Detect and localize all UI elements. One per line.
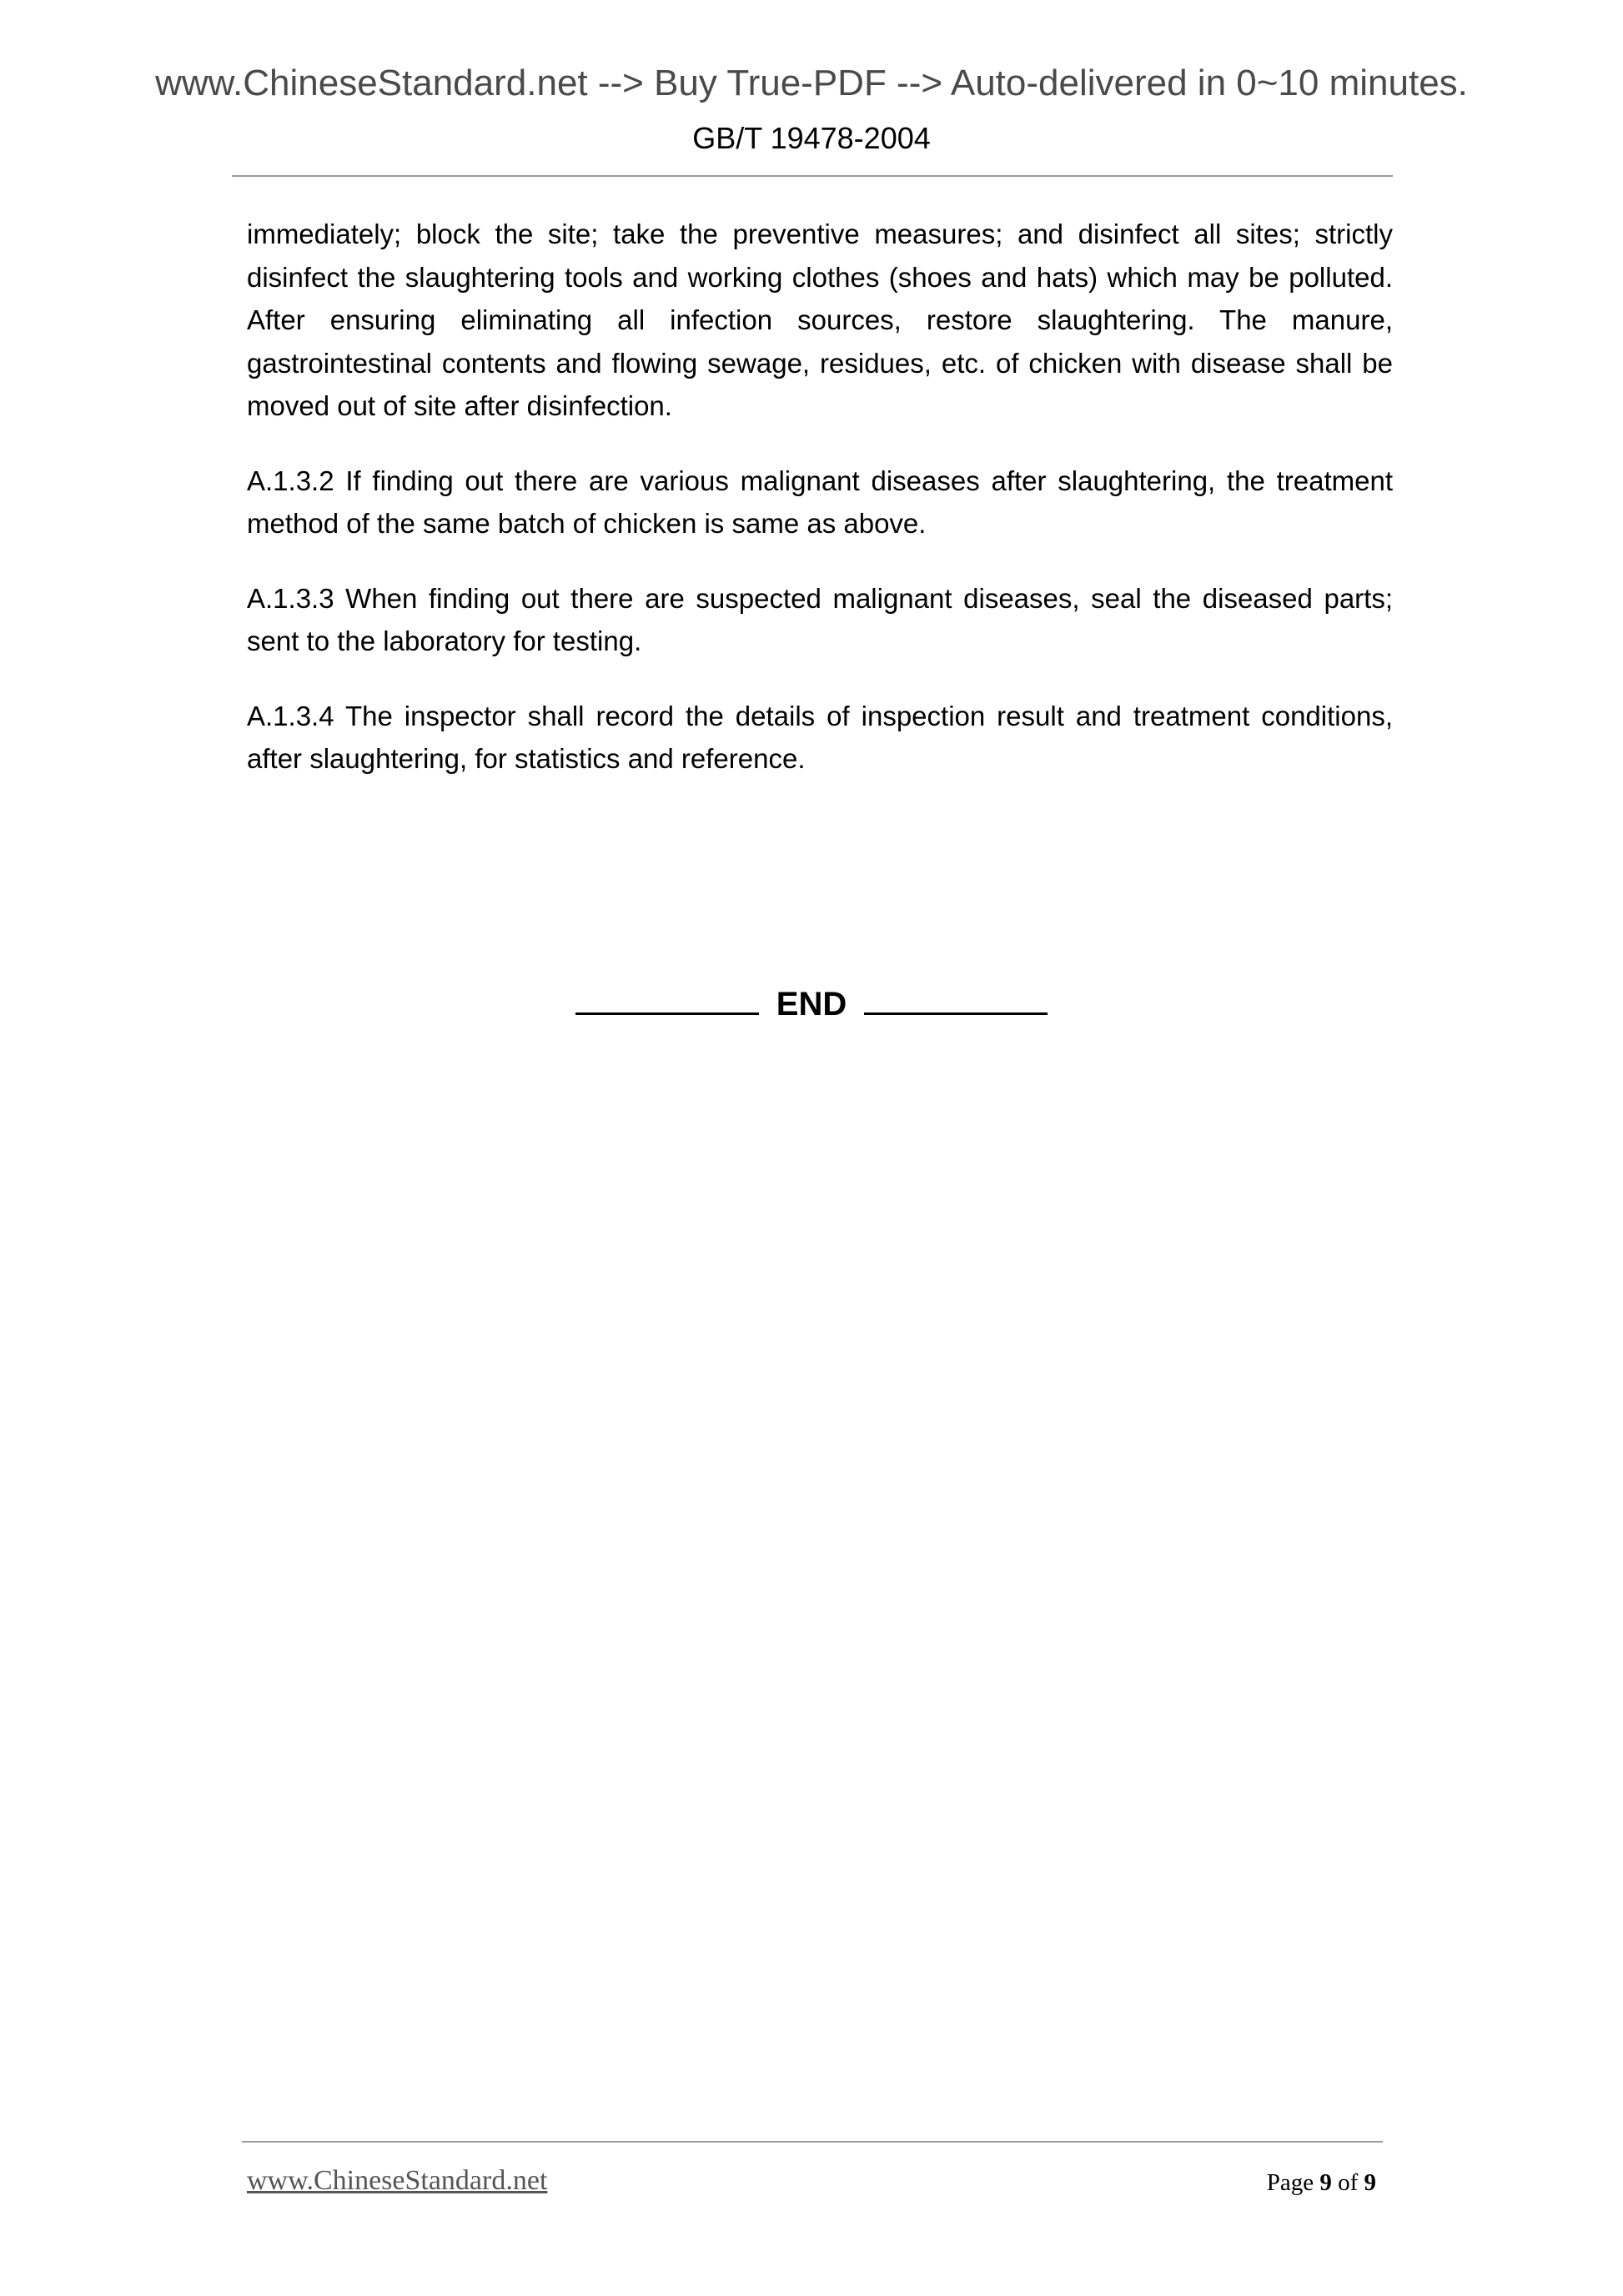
page-total: 9 — [1364, 2169, 1376, 2196]
paragraph-continuation: immediately; block the site; take the preventive measures; and disinfect all sites; strictly disinfect the slaughtering tools and working clothes (shoes and hats) which may be polluted. After ensuring eliminating all infection sources, restore slaughtering. The manure, gastrointestinal contents and flowing sewage, residues, etc. of chicken with disease shall be moved out of site after disinfection. — [247, 219, 1393, 421]
footer-divider — [242, 2141, 1383, 2143]
paragraph-a-1-3-3: A.1.3.3 When finding out there are suspected malignant diseases, seal the diseased parts; sent to the laboratory for testing. — [247, 582, 1393, 656]
end-line-left — [575, 1012, 759, 1015]
header-banner[interactable]: www.ChineseStandard.net --> Buy True-PDF --> Auto-delivered in 0~10 minutes. — [155, 63, 1468, 103]
end-marker — [0, 986, 1623, 1023]
footer-site-link[interactable]: www.ChineseStandard.net — [247, 2165, 548, 2196]
page-number — [1267, 2171, 1376, 2195]
standard-code: GB/T 19478-2004 — [692, 121, 931, 155]
end-line-right — [864, 1012, 1048, 1015]
document-body — [247, 213, 1393, 812]
end-label: END — [776, 986, 847, 1022]
page-current: 9 — [1319, 2169, 1332, 2196]
header-divider — [232, 175, 1393, 177]
page-prefix: Page — [1266, 2169, 1314, 2196]
paragraph-a-1-3-4: A.1.3.4 The inspector shall record the details of inspection result and treatment conditions, after slaughtering, for statistics and reference. — [247, 700, 1393, 774]
page-of: of — [1338, 2169, 1359, 2196]
paragraph-a-1-3-2: A.1.3.2 If finding out there are various malignant diseases after slaughtering, the treatment method of the same batch of chicken is same as above. — [247, 465, 1393, 539]
